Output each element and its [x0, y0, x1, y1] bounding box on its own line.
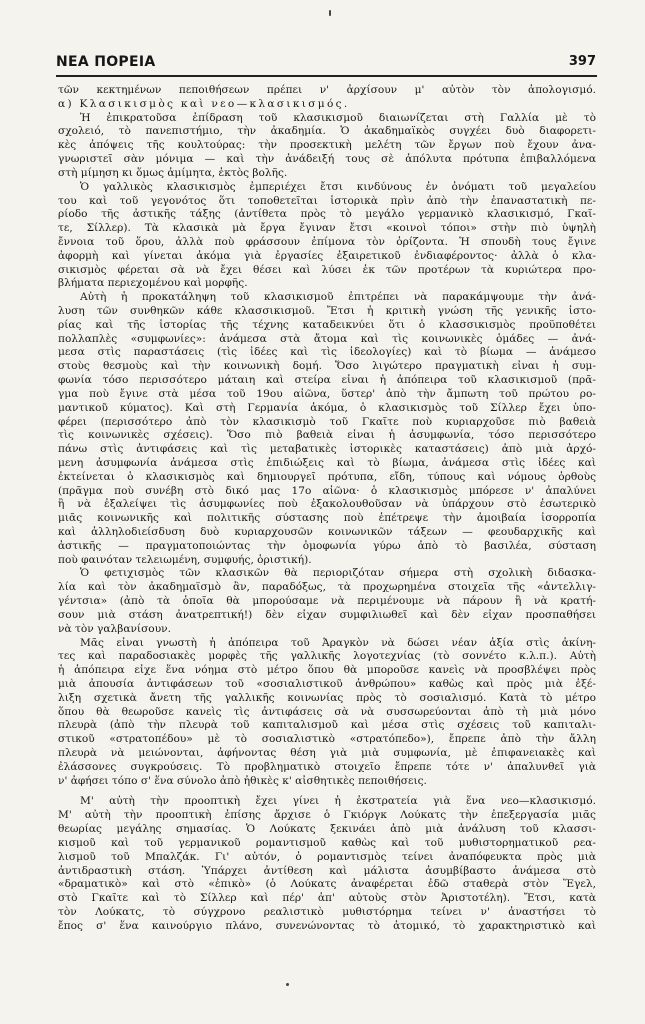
text-line: τῶν κεκτημένων πεποιθήσεων πρέπει ν' ἀρχίσουν μ' αὐτὸν τὸν ἀπολογισμό.: [58, 84, 596, 96]
text-line: πλευρὰ νὰ μειώνονται, ἀφήνοντας θέση γιὰ μιὰ συμφωνία, μὲ ἐπιφανειακὲς καὶ: [58, 747, 596, 759]
text-line: Μᾶς εἶναι γνωστὴ ἡ ἀπόπειρα τοῦ Ἀραγκὸν νὰ δώσει νέαν ἀξία στὶς ἀκίνη-: [80, 636, 596, 649]
text-line: λία καὶ τὸν ἀκαδημαϊσμὸ ἂν, παραδόξως, τὰ προχωρημένα στοιχεῖα τῆς «ἀντελλιγ-: [58, 581, 596, 594]
text-line: λυση τῶν συνθηκῶν κάθε κλασσικισμοῦ. Ἔτσι ἡ κριτικὴ γνώση τῆς γενικῆς ἱστο-: [58, 305, 596, 317]
text-line: του καὶ τοῦ γεγονότος ὅτι τοποθετεῖται ἱστορικὰ πρὶν ἀπὸ τὴν ἐπαναστατικὴ πε-: [58, 194, 596, 207]
section-heading: α) Κλασικισμὸς καὶ νεο—κλασικισμός.: [58, 97, 350, 110]
text-line: ἐκτείνεται ὁ κλασικισμὸς καὶ δημιουργεῖ πρότυπα, εἴδη, τύπους καὶ νόμους ὀρθοὺς: [58, 470, 596, 483]
text-line: πολλαπλὲς «συμφωνίες»: ἀνάμεσα στὰ ἄτομα καὶ τὶς κοινωνικὲς ὁμάδες — ἀνά-: [58, 332, 596, 345]
text-line: ποὺ φαινόταν τελειωμένη, συμφυής, ὁριστική).: [58, 553, 312, 566]
text-line: (πρᾶγμα ποὺ συνέβη στὸ δικό μας 17ο αἰῶνα· ὁ κλασικισμὸς μπόρεσε ν' ἀπαλύνει: [58, 484, 596, 497]
text-line: ρίοδο τῆς ἀστικῆς τάξης (ἀντίθετα πρὸς τὸ μεγάλο γερμανικὸ κλασικισμό, Γκαῖ-: [58, 208, 596, 221]
text-line: γνωριστεῖ σὰν μόνιμα — καὶ τὴν ἀνάδειξή τους σὲ ἀπόλυτα πρότυπα ἐπιβαλλόμενα: [58, 153, 596, 166]
text-line: μεσα στὶς παραστάσεις (τὶς ἰδέες καὶ τὶς ἰδεολογίες) καὶ τὸ βίωμα — ἀνάμεσο: [58, 346, 596, 359]
text-line: τε, Σίλλερ). Τὰ κλασικὰ μὰ ἔργα ἔγιναν ἔτσι «κοινοὶ τόποι» στὴν πιὸ ὑψηλὴ: [58, 222, 596, 235]
running-header: [56, 54, 596, 76]
text-line: μιὰ ἀπουσία ἀντιφάσεων τοῦ «σοσιαλιστικοῦ ἀνθρώπου» καθὼς καὶ πρὸς μιὰ ἐξέ-: [58, 677, 596, 690]
text-line: καὶ ἀλληλοδιείσδυση δυὸ κυριαρχουσῶν κοινωνικῶν τάξεων — φεουδαρχικῆς καὶ: [58, 526, 596, 538]
text-line: ἔπος σ' ἕνα καινούργιο πλάνο, συνενώνοντας τὸ ἀτομικό, τὸ χαρακτηριστικὸ καὶ: [58, 919, 596, 932]
article-body: [58, 84, 596, 934]
page-number: 397: [568, 54, 596, 69]
text-line: σουν μιὰ στάση ἀνατρεπτική!) δὲν εἶχαν συμφιλιωθεῖ καὶ δὲν εἶχαν προσπαθήσει: [58, 608, 596, 621]
text-line: ἀντιδραστικὴ στάση. Ὑπάρχει ἀντίθεση καὶ μάλιστα ἀσυμβίβαστο ἀνάμεσα στὸ: [58, 864, 596, 877]
text-line: ἀστικῆς — πραγματοποιώντας τὴν ὁμοφωνία γύρω ἀπὸ τὸ βασιλέα, σύσταση: [58, 539, 596, 552]
text-line: πάνω στὶς ἀντιφάσεις καὶ τὶς μεταβατικὲς ἱστορικὲς καταστάσεις) ἀπὸ μιὰ ἀρχό-: [58, 443, 596, 456]
text-line: τὶς κοινωνικὲς σχέσεις). Ὅσο πιὸ βαθειὰ εἶναι ἡ ἀσυμφωνία, τόσο περισσότερο: [58, 429, 596, 442]
text-line: ἀφορμὴ καὶ γίνεται ἀκόμα γιὰ ἐργασίες ἐξαιρετικοῦ ἐνδιαφέροντος· ἀλλὰ ὁ κλα-: [58, 249, 596, 262]
text-line: στὴ μίμηση κι ὅμως ἀμίμητα, ἐκτὸς βολῆς.: [58, 166, 288, 179]
text-line: ἔννοια τοῦ ὅρου, ἀλλὰ ποὺ φράσσουν ἐπίμονα τὸν ὁρίζοντα. Ἡ σπουδὴ τους ἔγινε: [58, 235, 596, 248]
text-line: ν' ἀφήσει τόπο σ' ἕνα σύνολο ἀπὸ ἠθικὲς κ' αἰσθητικὲς πεποιθήσεις.: [58, 774, 427, 787]
text-line: φωνία τόσο περισσότερο μάταιη καὶ στείρα εἶναι ἡ ἀπόπειρα τοῦ κλασικισμοῦ (πρᾶ-: [58, 374, 596, 387]
text-line: Ὁ γαλλικὸς κλασικισμὸς ἐμπεριέχει ἔτσι κινδύνους ἐν ὀνόματι τοῦ μεγαλείου: [80, 180, 596, 193]
header-rule: [56, 75, 597, 77]
text-line: στοὺς θεσμοὺς καὶ τὴν κοινωνικὴ δομή. Ὅσο λιγώτερο πραγματικὴ εἶναι ἡ συμ-: [58, 360, 596, 373]
text-line: ὅπου θὰ θεωροῦσε κανεὶς τὶς ἀντιφάσεις σὰ νὰ συσσωρεύονται ἀπὸ τὴ μιὰ μόνο: [58, 705, 596, 718]
scan-speck: [329, 10, 331, 16]
text-line: γέντσια» (ἀπὸ τὰ ὁποῖα θὰ μπορούσαμε νὰ περιμένουμε νὰ πάρουν ἢ νὰ κρατή-: [58, 595, 596, 608]
text-line: Μ' αὐτὴ τὴν προοπτικὴ ἐπίσης ἄρχισε ὁ Γκιόργκ Λούκατς τὴν ἐπεξεργασία μιᾶς: [58, 809, 596, 822]
text-line: σικισμὸς φέρεται σὰ νὰ ἔχει θέσει καὶ λύσει ἐκ τῶν προτέρων τὰ κυριώτερα προ-: [58, 263, 596, 276]
text-line: μαντικοῦ κύματος). Καὶ στὴ Γερμανία ἀκόμα, ὁ κλασικισμὸς τοῦ Σίλλερ ἔχει ὑπο-: [58, 401, 596, 414]
text-line: λιξη σχετικὰ ἄνετη τῆς γαλλικῆς κοινωνίας πρὸς τὸ σοσιαλισμό. Κατὰ τὸ μέτρο: [58, 691, 596, 704]
text-line: μενη ἀσυμφωνία ἀνάμεσα στὶς ἐπιδιώξεις καὶ τὸ βίωμα, ἀνάμεσα στὶς ἰδέες καὶ: [58, 456, 596, 469]
text-line: ρίας καὶ τῆς ἱστορίας τῆς τέχνης καταδεικνύει ὅτι ὁ κλασσικισμὸς προϋποθέτει: [58, 318, 596, 331]
text-line: Ὁ φετιχισμὸς τῶν κλασικῶν θὰ περιοριζόταν σήμερα στὴ σχολικὴ διδασκα-: [80, 567, 596, 580]
text-line: θεωρίας μεγάλης σημασίας. Ὁ Λούκατς ξεκινάει ἀπὸ μιὰ ἀνάλυση τοῦ κλασσι-: [58, 823, 596, 836]
text-line: κὲς ἀπόψεις τῆς κουλτούρας: τὴν προσεκτικὴ μελέτη τῶν ἔργων ποὺ ἔχουν ἀνα-: [58, 139, 596, 152]
text-line: στικοῦ «στρατοπέδου» μὲ τὸ σοσιαλιστικὸ «στρατόπεδο»), ἔπρεπε ἀπὸ τὴν ἄλλη: [58, 733, 596, 746]
text-line: λισμοῦ τοῦ Μπαλζάκ. Γι' αὐτόν, ὁ ρομαντισμὸς τείνει ἀναπόφευκτα πρὸς μιὰ: [58, 850, 596, 863]
text-line: πλευρὰ (ἀπὸ τὴν πλευρὰ τοῦ καπιταλισμοῦ καὶ μέσα στὶς σχέσεις τοῦ καπιταλι-: [58, 719, 596, 732]
text-line: Ἡ ἐπικρατοῦσα ἐπίδραση τοῦ κλασικισμοῦ διαιωνίζεται στὴ Γαλλία μὲ τὸ: [80, 111, 596, 124]
text-line: σχολειό, τὸ πανεπιστήμιο, τὴν ἀκαδημία. Ὁ ἀκαδημαϊκὸς συγχέει δυὸ διαφορετι-: [58, 125, 596, 138]
text-line: βλήματα περιεχομένου καὶ μορφῆς.: [58, 277, 248, 290]
scan-speck: [286, 983, 289, 986]
text-line: Αὐτὴ ἡ προκατάληψη τοῦ κλασικισμοῦ ἐπιτρέπει νὰ παρακάμψουμε τὴν ἀνά-: [80, 291, 596, 304]
text-line: νὰ τὸν γαλβανίσουν.: [58, 622, 171, 635]
text-line: ἢ νὰ ἐξαλείψει τὶς ἀσυμφωνίες ποὺ ἐξακολουθοῦσαν νὰ ὑπάρχουν στὸ ἐσωτερικὸ: [58, 498, 596, 511]
text-line: «δραματικὸ» καὶ στὸ «ἐπικὸ» (ὁ Λούκατς ἀναφέρεται ἐδῶ σταθερὰ στὸν Ἕγελ,: [58, 878, 596, 891]
text-line: κισμοῦ καὶ τοῦ γερμανικοῦ ρομαντισμοῦ καθὼς καὶ τοῦ μυθιστορηματικοῦ ρεα-: [58, 836, 596, 849]
text-line: μιᾶς κοινωνικῆς καὶ πολιτικῆς σύστασης ποὺ ἐπέτρεψε τὴν ἀμοιβαία ἰσορροπία: [58, 512, 596, 525]
text-line: τες καὶ παραδοσιακὲς μορφὲς τῆς γαλλικῆς λογοτεχνίας (τὸ σοννέτο κ.λ.π.). Αὐτὴ: [58, 650, 596, 663]
text-line: Μ' αὐτὴ τὴν προοπτικὴ ἔχει γίνει ἡ ἐκστρατεία γιὰ ἕνα νεο—κλασικισμό.: [80, 795, 596, 808]
text-line: τὸν Λούκατς, τὸ σύγχρονο ρεαλιστικὸ μυθιστόρημα τείνει ν' ἀναστήσει τὸ: [58, 905, 596, 918]
journal-title: ΝΕΑ ΠΟΡΕΙΑ: [56, 54, 156, 70]
text-line: στὸ Γκαῖτε καὶ τὸ Σίλλερ καὶ πέρ' ἀπ' αὐτοὺς στὸν Ἀριστοτέλη). Ἔτσι, κατὰ: [58, 892, 596, 905]
text-line: γμα ποὺ ἔγινε στὰ μέσα τοῦ 19ου αἰῶνα, ὕστερ' ἀπὸ τὴν ἄμπωτη τοῦ πρώτου ρο-: [58, 387, 596, 400]
text-line: ἡ ἀπόπειρα εἶχε ἕνα νόημα στὸ μέτρο ὅπου θὰ μποροῦσε κανεὶς νὰ προσβλέψει πρὸς: [58, 664, 596, 677]
text-line: φέρει (περισσότερο ἀπὸ τὸν κλασικισμὸ τοῦ Γκαῖτε ποὺ κυριαρχοῦσε πιὸ βαθειὰ: [58, 415, 596, 428]
text-line: ἐλάσσονες συγκρούσεις. Τὸ προβληματικὸ στοιχεῖο ἔπρεπε τότε ν' ἀπαλυνθεῖ γιὰ: [58, 760, 596, 773]
